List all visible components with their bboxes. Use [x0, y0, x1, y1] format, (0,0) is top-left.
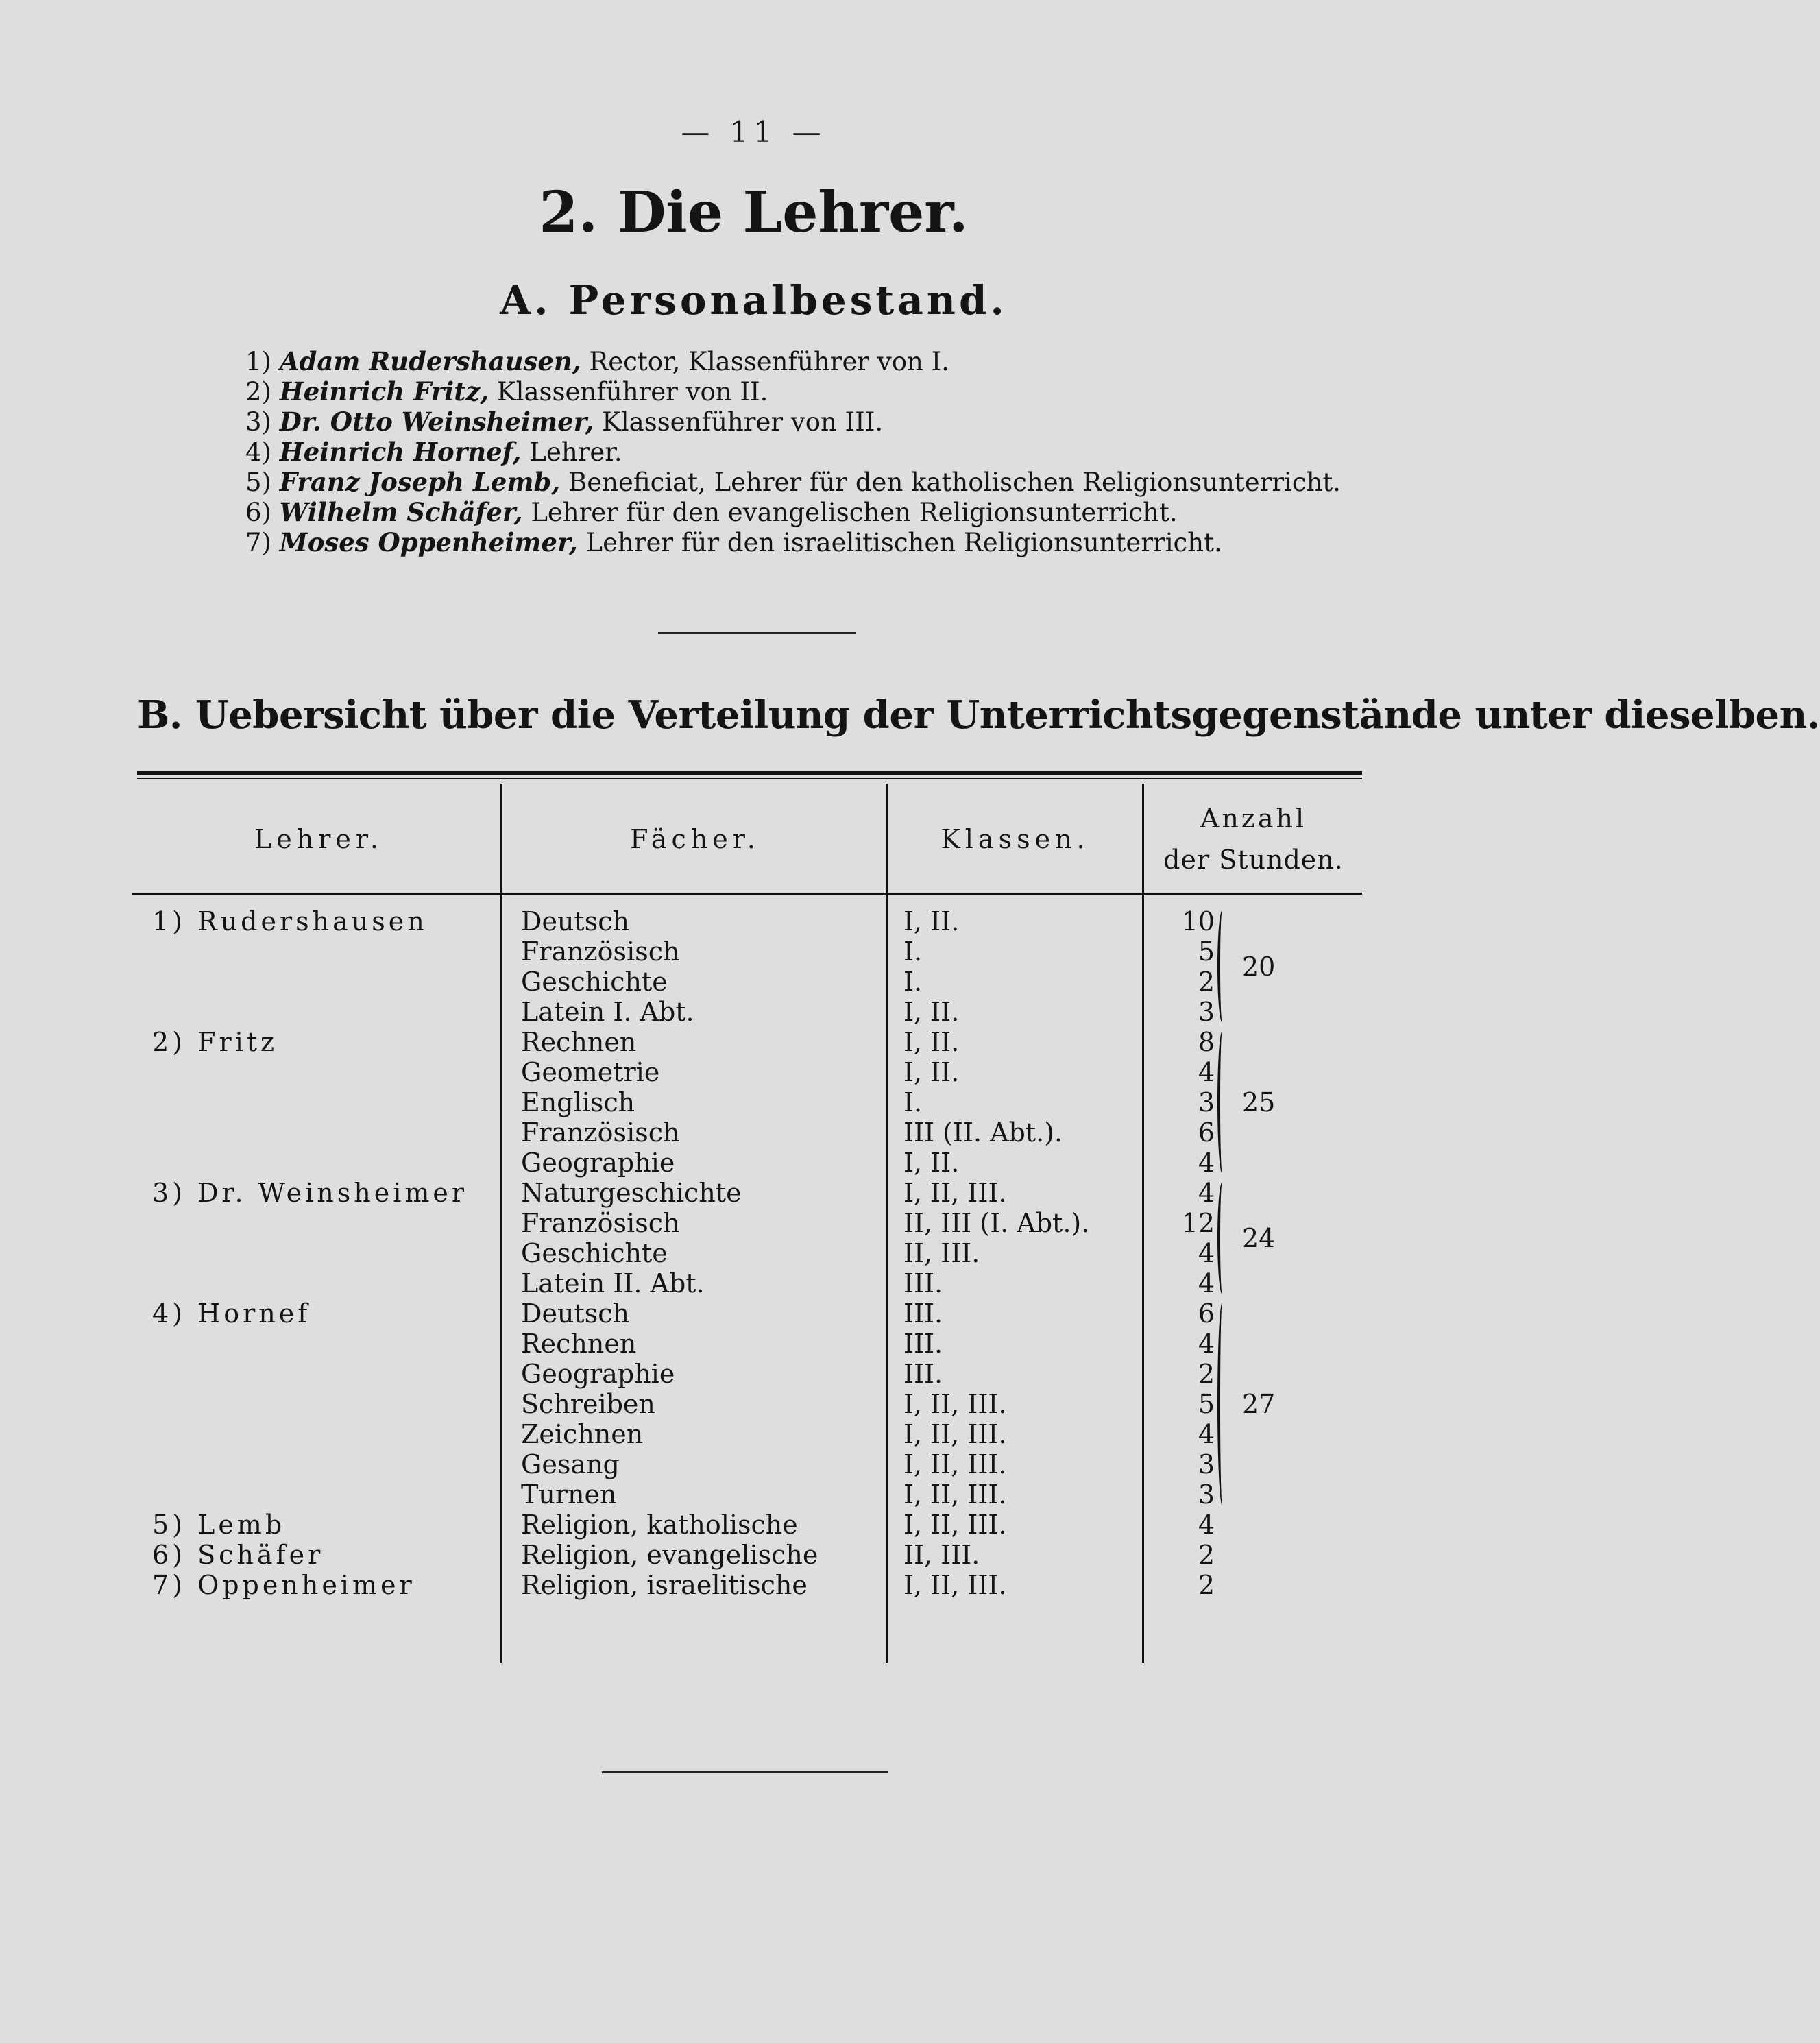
- personnel-entry: [245, 527, 1341, 557]
- subject-cell: Französisch: [521, 1208, 680, 1238]
- personnel-entry: [245, 437, 1341, 467]
- table-row: [0, 1208, 1507, 1238]
- entry-name: Heinrich Fritz,: [279, 376, 489, 407]
- hours-cell: 3: [1198, 1087, 1215, 1117]
- hours-cell: 3: [1198, 1449, 1215, 1479]
- entry-role: Klassenführer von III.: [594, 407, 884, 437]
- hours-cell: 4: [1198, 1419, 1215, 1449]
- subject-cell: Deutsch: [521, 1298, 629, 1329]
- table-row: [0, 997, 1507, 1027]
- header-classes: Klassen.: [941, 824, 1090, 854]
- hours-cell: 10: [1181, 906, 1215, 936]
- subject-cell: Religion, katholische: [521, 1510, 798, 1540]
- subject-cell: Latein I. Abt.: [521, 997, 694, 1027]
- entry-role: Lehrer für den evangelischen Religionsunterricht.: [522, 498, 1178, 527]
- classes-cell: I, II, III.: [903, 1419, 1007, 1449]
- hours-total: 27: [1242, 1389, 1276, 1419]
- classes-cell: I, II, III.: [903, 1479, 1007, 1510]
- hours-cell: 2: [1198, 967, 1215, 997]
- hours-cell: 6: [1198, 1298, 1215, 1329]
- table-row: [0, 1329, 1507, 1359]
- subject-cell: Französisch: [521, 1117, 680, 1148]
- section-title: 2. Die Lehrer.: [539, 180, 969, 245]
- overview-title: B. Uebersicht über die Verteilung der Unterrichtsgegenstände unter dieselben.: [137, 692, 1820, 738]
- hours-cell: 2: [1198, 1570, 1215, 1600]
- entry-role: Rector, Klassenführer von I.: [581, 347, 949, 376]
- classes-cell: III (II. Abt.).: [903, 1117, 1063, 1148]
- subject-cell: Schreiben: [521, 1389, 655, 1419]
- subject-cell: Rechnen: [521, 1329, 637, 1359]
- classes-cell: I, II, III.: [903, 1570, 1007, 1600]
- subject-cell: Religion, israelitische: [521, 1570, 808, 1600]
- classes-cell: I, II.: [903, 906, 960, 936]
- entry-role: Lehrer für den israelitischen Religionsunterricht.: [577, 528, 1222, 557]
- subject-cell: Geschichte: [521, 1238, 668, 1268]
- header-subjects: Fächer.: [630, 824, 760, 854]
- entry-name: Moses Oppenheimer,: [279, 527, 578, 557]
- table-row: [0, 1298, 1507, 1329]
- table-row: [0, 1178, 1507, 1208]
- teacher-cell: 2) Fritz: [152, 1027, 278, 1057]
- table-row: [0, 1359, 1507, 1389]
- hours-cell: 5: [1198, 936, 1215, 967]
- entry-name: Franz Joseph Lemb,: [279, 467, 561, 497]
- teacher-cell: 6) Schäfer: [152, 1540, 324, 1570]
- hours-cell: 6: [1198, 1117, 1215, 1148]
- entry-number: 4): [245, 437, 271, 467]
- classes-cell: I.: [903, 967, 923, 997]
- table-row: [0, 1540, 1507, 1570]
- hours-cell: 4: [1198, 1329, 1215, 1359]
- table-row: [0, 1479, 1507, 1510]
- table-row: [0, 1238, 1507, 1268]
- hours-cell: 4: [1198, 1510, 1215, 1540]
- table-top-rule: [137, 771, 1362, 779]
- hours-cell: 4: [1198, 1238, 1215, 1268]
- group-brace: [1217, 1031, 1227, 1174]
- classes-cell: I, II, III.: [903, 1178, 1007, 1208]
- teacher-cell: 7) Oppenheimer: [152, 1570, 415, 1600]
- teacher-cell: 3) Dr. Weinsheimer: [152, 1178, 468, 1208]
- entry-number: 6): [245, 498, 271, 527]
- classes-cell: III.: [903, 1298, 943, 1329]
- entry-number: 7): [245, 528, 271, 557]
- entry-number: 2): [245, 377, 271, 407]
- entry-role: Klassenführer von II.: [489, 377, 768, 407]
- table-row: [0, 906, 1507, 936]
- table-row: [0, 1117, 1507, 1148]
- subject-cell: Geographie: [521, 1148, 675, 1178]
- subject-cell: Deutsch: [521, 906, 629, 936]
- subject-cell: Englisch: [521, 1087, 635, 1117]
- header-hours: [1145, 798, 1362, 880]
- subject-cell: Religion, evangelische: [521, 1540, 818, 1570]
- personnel-title: A. Personalbestand.: [500, 277, 1008, 324]
- divider: [602, 1771, 888, 1773]
- entry-name: Wilhelm Schäfer,: [279, 497, 523, 527]
- table-body: [0, 906, 1507, 1600]
- entry-number: 3): [245, 407, 271, 437]
- entry-role: Beneficiat, Lehrer für den katholischen Religionsunterricht.: [560, 468, 1342, 497]
- hours-cell: 4: [1198, 1057, 1215, 1087]
- table-row: [0, 1419, 1507, 1449]
- hours-total: 25: [1242, 1087, 1276, 1117]
- entry-number: 1): [245, 347, 271, 376]
- table-row: [0, 1389, 1507, 1419]
- personnel-entry: [245, 497, 1341, 527]
- hours-cell: 8: [1198, 1027, 1215, 1057]
- teacher-cell: 1) Rudershausen: [152, 906, 428, 936]
- page-number: — 11 —: [681, 115, 827, 149]
- hours-cell: 4: [1198, 1148, 1215, 1178]
- classes-cell: III.: [903, 1268, 943, 1298]
- hours-cell: 2: [1198, 1359, 1215, 1389]
- personnel-entry: [245, 346, 1341, 376]
- classes-cell: I, II, III.: [903, 1389, 1007, 1419]
- table-row: [0, 1027, 1507, 1057]
- table-row: [0, 936, 1507, 967]
- group-brace: [1217, 910, 1227, 1023]
- table-row: [0, 1057, 1507, 1087]
- classes-cell: II, III (I. Abt.).: [903, 1208, 1090, 1238]
- table-row: [0, 1087, 1507, 1117]
- table-row: [0, 1268, 1507, 1298]
- divider: [658, 632, 856, 634]
- subject-cell: Turnen: [521, 1479, 617, 1510]
- entry-name: Adam Rudershausen,: [279, 346, 581, 376]
- classes-cell: I, II, III.: [903, 1449, 1007, 1479]
- teacher-cell: 4) Hornef: [152, 1298, 311, 1329]
- classes-cell: II, III.: [903, 1540, 980, 1570]
- entry-name: Heinrich Hornef,: [279, 437, 522, 467]
- classes-cell: I.: [903, 1087, 923, 1117]
- personnel-list: [245, 346, 1341, 557]
- hours-cell: 5: [1198, 1389, 1215, 1419]
- entry-number: 5): [245, 468, 271, 497]
- hours-total: 20: [1242, 952, 1276, 982]
- classes-cell: I, II.: [903, 1057, 960, 1087]
- classes-cell: I.: [903, 936, 923, 967]
- personnel-entry: [245, 467, 1341, 497]
- entry-name: Dr. Otto Weinsheimer,: [279, 407, 594, 437]
- table-row: [0, 1148, 1507, 1178]
- table-row: [0, 967, 1507, 997]
- header-teacher: Lehrer.: [254, 824, 383, 854]
- classes-cell: I, II.: [903, 1148, 960, 1178]
- hours-cell: 4: [1198, 1268, 1215, 1298]
- subject-cell: Naturgeschichte: [521, 1178, 742, 1208]
- subject-cell: Geschichte: [521, 967, 668, 997]
- hours-total: 24: [1242, 1223, 1276, 1253]
- personnel-entry: [245, 376, 1341, 407]
- subject-cell: Latein II. Abt.: [521, 1268, 705, 1298]
- subject-cell: Geometrie: [521, 1057, 660, 1087]
- classes-cell: II, III.: [903, 1238, 980, 1268]
- group-brace: [1217, 1182, 1227, 1294]
- teacher-cell: 5) Lemb: [152, 1510, 286, 1540]
- group-brace: [1217, 1303, 1227, 1506]
- subject-cell: Zeichnen: [521, 1419, 644, 1449]
- subject-cell: Französisch: [521, 936, 680, 967]
- header-hours-line1: Anzahl: [1200, 803, 1307, 834]
- header-hours-line2: der Stunden.: [1163, 845, 1344, 875]
- hours-cell: 3: [1198, 997, 1215, 1027]
- hours-cell: 12: [1181, 1208, 1215, 1238]
- table-row: [0, 1570, 1507, 1600]
- subject-cell: Gesang: [521, 1449, 620, 1479]
- classes-cell: I, II, III.: [903, 1510, 1007, 1540]
- classes-cell: III.: [903, 1329, 943, 1359]
- header-rule: [132, 893, 1362, 895]
- hours-cell: 2: [1198, 1540, 1215, 1570]
- classes-cell: I, II.: [903, 997, 960, 1027]
- classes-cell: I, II.: [903, 1027, 960, 1057]
- entry-role: Lehrer.: [521, 437, 622, 467]
- table-row: [0, 1449, 1507, 1479]
- classes-cell: III.: [903, 1359, 943, 1389]
- hours-cell: 4: [1198, 1178, 1215, 1208]
- personnel-entry: [245, 407, 1341, 437]
- table-row: [0, 1510, 1507, 1540]
- hours-cell: 3: [1198, 1479, 1215, 1510]
- subject-cell: Rechnen: [521, 1027, 637, 1057]
- subject-cell: Geographie: [521, 1359, 675, 1389]
